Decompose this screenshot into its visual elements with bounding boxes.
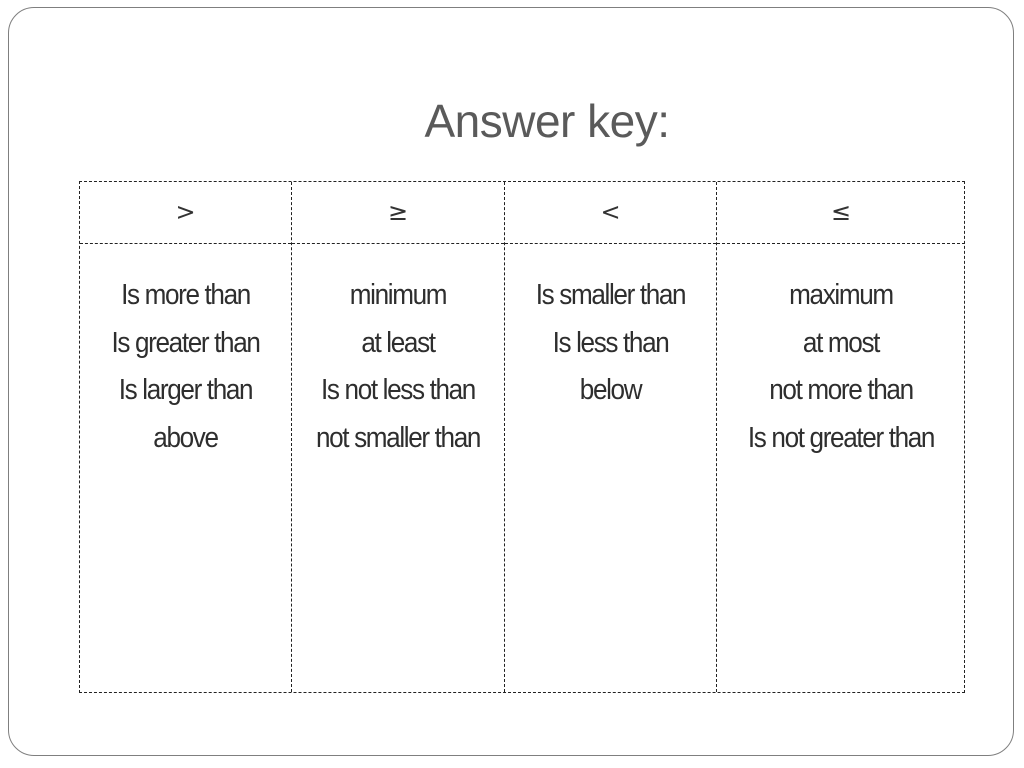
phrase-item: Is greater than (111, 326, 260, 359)
header-symbol-less-than: < (505, 182, 716, 244)
phrase-item: Is larger than (118, 374, 253, 406)
header-symbol-greater-than: > (80, 182, 291, 244)
phrase-item: at least (361, 326, 435, 359)
column-greater-than (80, 182, 291, 692)
phrase-item: Is less than (552, 326, 669, 359)
header-symbol-greater-or-equal: ≥ (292, 182, 504, 244)
phrase-list (292, 244, 504, 462)
phrase-item: not smaller than (315, 421, 481, 454)
phrase-list (80, 244, 291, 462)
phrase-item: Is more than (121, 279, 250, 311)
slide-title: Answer key: (424, 95, 670, 147)
phrase-item: Is not greater than (747, 421, 935, 454)
phrase-item: minimum (349, 279, 447, 311)
phrase-item: Is not less than (321, 374, 475, 406)
phrase-item: above (153, 421, 218, 454)
column-less-than (504, 182, 716, 692)
header-symbol-less-or-equal: ≤ (717, 182, 965, 244)
column-greater-or-equal (291, 182, 504, 692)
column-less-or-equal (716, 182, 965, 692)
phrase-item: not more than (769, 374, 913, 406)
slide-frame (8, 7, 1014, 756)
phrase-list (717, 244, 965, 462)
phrase-item: Is smaller than (535, 279, 686, 311)
phrase-item: below (579, 374, 642, 406)
answer-key-table (79, 181, 965, 693)
phrase-item: at most (802, 326, 880, 359)
phrase-item: maximum (789, 279, 893, 311)
phrase-list (505, 244, 716, 415)
